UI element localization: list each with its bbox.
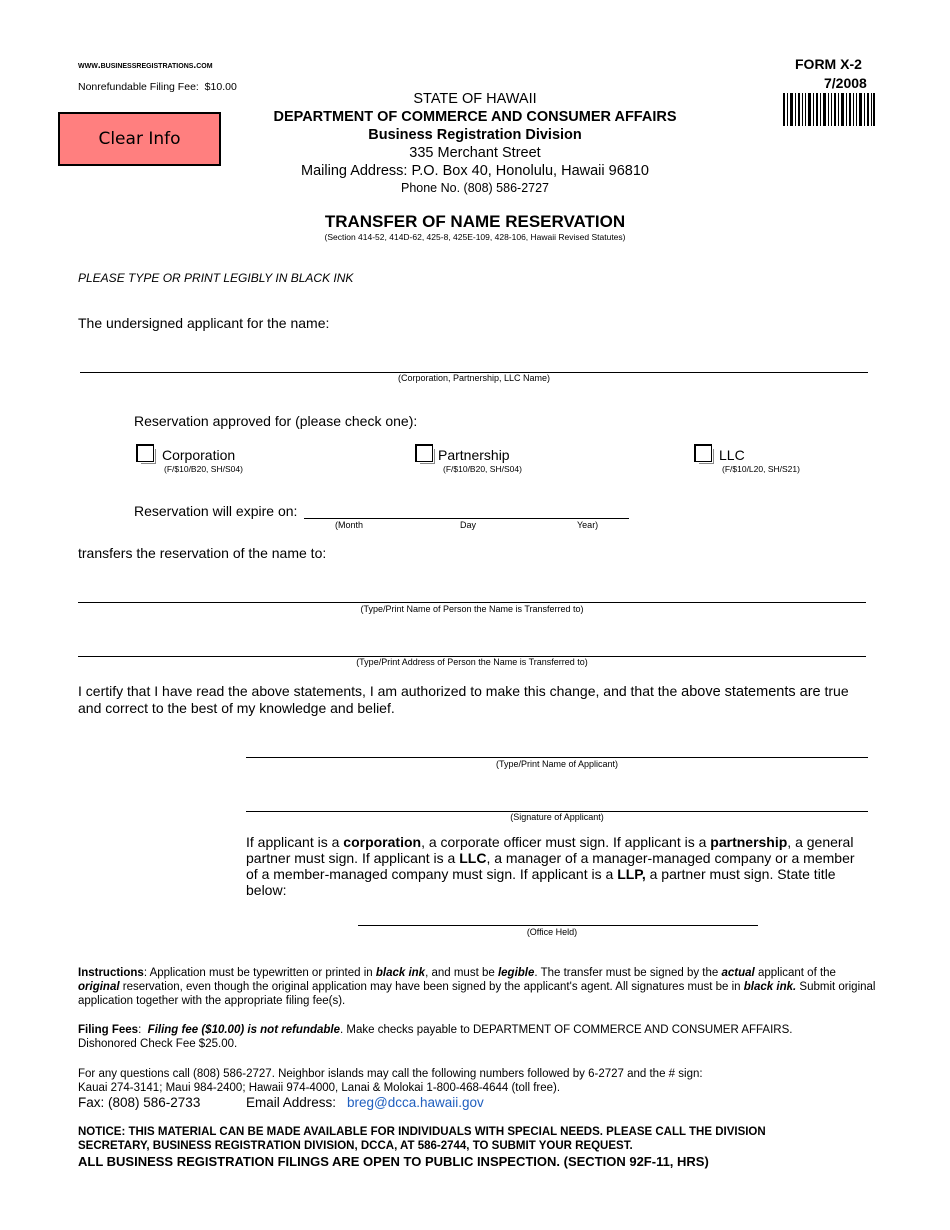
instr-original: original: [78, 981, 120, 993]
entity-name-field[interactable]: [80, 358, 868, 373]
rules-text-1: If applicant is a: [246, 834, 340, 850]
filing-fees-label: Filing Fees: [78, 1024, 139, 1036]
filing-fee-label: Nonrefundable Filing Fee:: [78, 81, 199, 93]
instr-t3: . The transfer must be signed by the: [534, 967, 719, 979]
rules-llp: LLP,: [617, 866, 646, 882]
llc-label: LLC: [719, 447, 745, 463]
notice-block: [78, 1125, 766, 1170]
instr-t2: , and must be: [425, 967, 495, 979]
instr-black-ink-2: black ink.: [743, 981, 797, 993]
expire-label: Reservation will expire on:: [134, 503, 298, 519]
expire-month-caption: (Month: [335, 520, 364, 530]
rules-text-3: , a general partner must sign. If applicant is a: [246, 834, 854, 866]
partnership-label: Partnership: [438, 447, 510, 463]
certification-statement: [78, 683, 878, 716]
notice-line3: ALL BUSINESS REGISTRATION FILINGS ARE OPEN TO PUBLIC INSPECTION. (SECTION 92F-11, HRS): [78, 1154, 709, 1169]
email-link[interactable]: breg@dcca.hawaii.gov: [347, 1095, 484, 1110]
instr-t4: applicant of the: [757, 967, 836, 979]
filing-fees-bold: Filing fee ($10.00) is not refundable: [147, 1024, 341, 1036]
instr-t5: reservation, even though the original application may have been signed by the applicant's agent. All signatures must be in: [122, 981, 741, 993]
questions-line1: For any questions call (808) 586-2727. Neighbor islands may call the following numbers followed by 6-2727 and the # sign:: [78, 1068, 703, 1080]
page-title: TRANSFER OF NAME RESERVATION: [324, 212, 626, 231]
rules-partnership: partnership: [710, 834, 788, 850]
signing-rules: [246, 834, 866, 898]
statutes-reference: (Section 414-52, 414D-62, 425-8, 425E-109, 428-106, Hawaii Revised Statutes): [324, 232, 626, 242]
barcode-icon: [782, 93, 876, 126]
notice-line2: SECRETARY, BUSINESS REGISTRATION DIVISION, DCCA, AT 586-2744, TO SUBMIT YOUR REQUEST.: [78, 1140, 633, 1152]
instr-black-ink: black ink: [375, 967, 426, 979]
state-heading: STATE OF HAWAII: [413, 91, 537, 107]
rules-text-2: , a corporate officer must sign. If applicant is a: [421, 834, 707, 850]
transferee-address-field[interactable]: [78, 642, 866, 657]
filing-fee-value: $10.00: [204, 81, 237, 93]
form-number: FORM X-2: [795, 56, 862, 72]
llc-code: (F/$10/L20, SH/S21): [722, 464, 800, 474]
signature-field[interactable]: [246, 797, 868, 812]
rules-llc: LLC: [459, 850, 487, 866]
instructions-block: [78, 966, 878, 1008]
signature-caption: (Signature of Applicant): [510, 812, 604, 822]
mailing-address: Mailing Address: P.O. Box 40, Honolulu, Hawaii 96810: [301, 163, 649, 179]
phone-number: Phone No. (808) 586-2727: [400, 181, 550, 195]
ink-instruction: PLEASE TYPE OR PRINT LEGIBLY IN BLACK INK: [78, 271, 354, 285]
office-held-field[interactable]: [358, 911, 758, 926]
corporation-code: (F/$10/B20, SH/S04): [164, 464, 243, 474]
rules-text-5: a partner must sign. State title below:: [246, 866, 836, 898]
certify-part1: I certify that I have read the above statements, I am authorized to make this change, and that the: [78, 683, 678, 699]
questions-line2: Kauai 274-3141; Maui 984-2400; Hawaii 974-4000, Lanai & Molokai 1-800-468-4644 (toll free).: [78, 1082, 561, 1094]
division-heading: Business Registration Division: [368, 127, 582, 143]
partnership-checkbox[interactable]: [415, 444, 433, 462]
filing-fees-t1: . Make checks payable to DEPARTMENT OF COMMERCE AND CONSUMER AFFAIRS.: [340, 1024, 793, 1036]
instructions-label: Instructions: [78, 967, 144, 979]
reservation-label: Reservation approved for (please check one):: [134, 413, 418, 429]
expire-date-field[interactable]: [304, 504, 629, 519]
form-date: 7/2008: [824, 75, 867, 91]
department-heading: DEPARTMENT OF COMMERCE AND CONSUMER AFFAIRS: [273, 109, 677, 125]
certify-part3: true: [824, 683, 849, 699]
website-url: www.businessregistrations.com: [78, 60, 213, 71]
llc-checkbox[interactable]: [694, 444, 712, 462]
applicant-name-field[interactable]: [246, 743, 868, 758]
expire-day-caption: Day: [460, 520, 477, 530]
corporation-checkbox[interactable]: [136, 444, 154, 462]
transferee-name-field[interactable]: [78, 588, 866, 603]
street-address: 335 Merchant Street: [409, 145, 541, 161]
clear-info-button[interactable]: Clear Info: [58, 112, 221, 166]
applicant-intro: The undersigned applicant for the name:: [78, 315, 330, 331]
rules-corporation: corporation: [343, 834, 422, 850]
instr-t1: : Application must be typewritten or printed in: [143, 967, 373, 979]
filing-fee-note: [78, 81, 237, 93]
entity-name-caption: (Corporation, Partnership, LLC Name): [397, 373, 551, 383]
applicant-name-caption: (Type/Print Name of Applicant): [495, 759, 619, 769]
email-label: Email Address:: [246, 1095, 337, 1110]
expire-year-caption: Year): [577, 520, 599, 530]
instr-legible: legible: [497, 967, 535, 979]
questions-block: [78, 1067, 888, 1095]
corporation-label: Corporation: [162, 447, 236, 463]
rules-text-4: , a manager of a manager-managed company or a member of a member-managed company must sign. If applicant is a: [246, 850, 855, 882]
instr-t6: Submit original application together with the appropriate filing fee(s).: [78, 981, 876, 1007]
notice-line1: NOTICE: THIS MATERIAL CAN BE MADE AVAILABLE FOR INDIVIDUALS WITH SPECIAL NEEDS. PLEASE CALL THE DIVISION: [78, 1126, 766, 1138]
office-held-caption: (Office Held): [526, 927, 578, 937]
transfer-text: transfers the reservation of the name to:: [78, 545, 327, 561]
filing-fees-line2: Dishonored Check Fee $25.00.: [78, 1038, 238, 1050]
certify-part2: above statements are: [681, 684, 821, 700]
transferee-address-caption: (Type/Print Address of Person the Name is Transferred to): [356, 657, 588, 667]
certify-line2: and correct to the best of my knowledge and belief.: [78, 700, 395, 716]
instr-actual: actual: [721, 967, 755, 979]
transferee-name-caption: (Type/Print Name of Person the Name is Transferred to): [360, 604, 584, 614]
filing-fees-block: Filing Fees: Filing fee ($10.00) is not refundable. Make checks payable to DEPARTMENT OF COMMERCE AND CONSUMER AFFAIRS. Dishonored Check Fee $25.00.: [78, 1024, 793, 1050]
fax-number: Fax: (808) 586-2733: [78, 1095, 201, 1110]
partnership-code: (F/$10/B20, SH/S04): [443, 464, 522, 474]
